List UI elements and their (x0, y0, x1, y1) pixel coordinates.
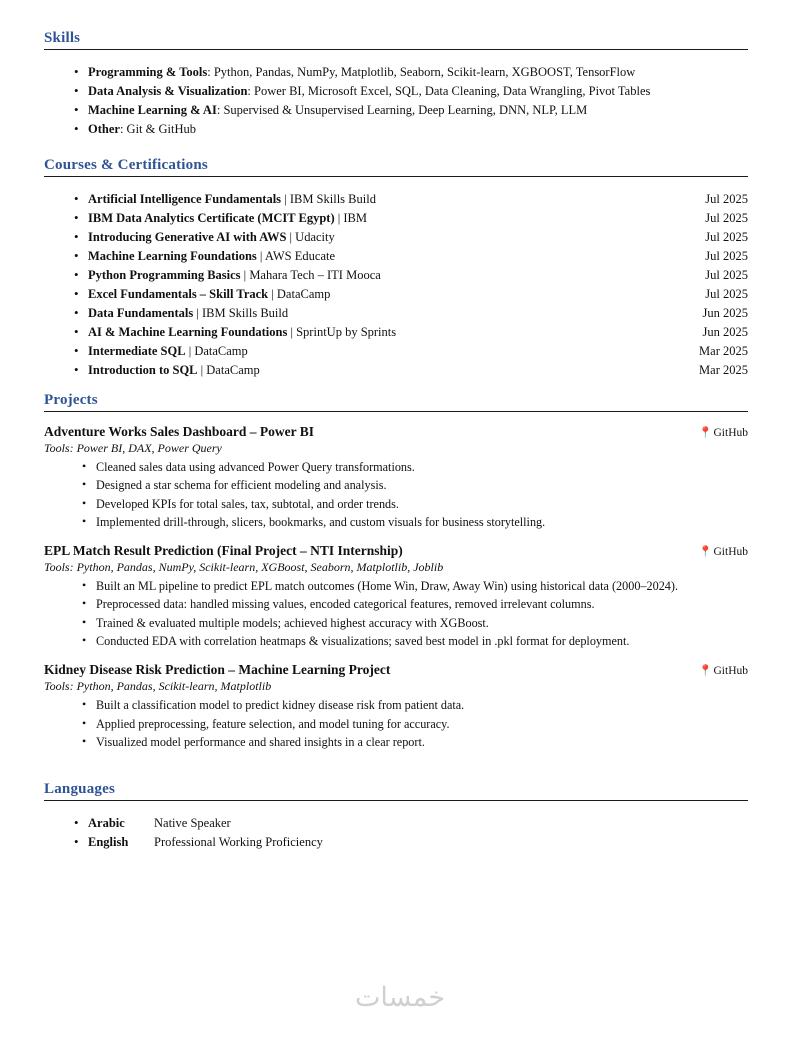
skill-value: Power BI, Microsoft Excel, SQL, Data Cleaning, Data Wrangling, Pivot Tables (254, 84, 651, 98)
list-item: • Trained & evaluated multiple models; achieved highest accuracy with XGBoost. (96, 614, 748, 632)
project-link-label: GitHub (713, 427, 748, 439)
list-item (88, 266, 748, 285)
skill-colon: : (119, 122, 127, 136)
list-item (88, 120, 748, 139)
project-item (44, 424, 748, 531)
list-item (88, 82, 748, 101)
course-separator: | (281, 192, 290, 206)
section-divider (44, 49, 748, 50)
section-title-skills: Skills (44, 30, 81, 46)
list-item (88, 101, 748, 120)
location-pin-icon: 📍 (698, 427, 713, 439)
list-item (88, 63, 748, 82)
list-item (88, 323, 748, 342)
course-issuer: DataCamp (194, 344, 248, 358)
project-tools: Tools: Python, Pandas, NumPy, Scikit-learn, XGBoost, Seaborn, Matplotlib, Joblib (44, 560, 444, 575)
course-name: IBM Data Analytics Certificate (MCIT Egypt) (88, 211, 335, 225)
language-name: • Arabic (88, 816, 125, 831)
course-name: Python Programming Basics (88, 268, 241, 282)
course-issuer: DataCamp (276, 287, 331, 301)
course-issuer: Mahara Tech – ITI Mooca (249, 268, 381, 282)
course-date: Mar 2025 (699, 363, 748, 377)
course-separator: | (256, 249, 265, 263)
list-item: • Visualized model performance and shared insights in a clear report. (96, 733, 748, 751)
list-item: • Developed KPIs for total sales, tax, subtotal, and order trends. (96, 495, 748, 513)
course-date: Jul 2025 (705, 211, 748, 225)
course-issuer: IBM Skills Build (201, 306, 289, 320)
course-issuer: IBM (343, 211, 367, 225)
course-name: Artificial Intelligence Fundamentals (88, 192, 282, 206)
skills-list (44, 63, 748, 139)
section-title-projects: Projects (44, 392, 98, 408)
list-item: • Designed a star schema for efficient modeling and analysis. (96, 476, 748, 494)
skill-label: Other (88, 122, 120, 136)
section-title-courses: Courses & Certifications (44, 157, 208, 173)
course-issuer: Udacity (295, 230, 335, 244)
course-date: Jul 2025 (705, 249, 748, 263)
list-item: • Built a classification model to predict kidney disease risk from patient data. (96, 696, 748, 714)
course-name: Introducing Generative AI with AWS (88, 230, 287, 244)
list-item: • Implemented drill-through, slicers, bookmarks, and custom visuals for business storytelling. (96, 513, 748, 531)
section-title-languages: Languages (44, 781, 115, 798)
course-name: Excel Fundamentals – Skill Track (88, 287, 269, 301)
list-item: • Preprocessed data: handled missing values, encoded categorical features, removed irrelevant columns. (96, 595, 748, 613)
skill-colon: : (207, 65, 214, 79)
location-pin-icon: 📍 (698, 546, 713, 559)
list-item (88, 228, 748, 247)
skill-value: Python, Pandas, NumPy, Matplotlib, Seaborn, Scikit-learn, XGBOOST, TensorFlow (213, 65, 636, 79)
course-separator: | (197, 363, 207, 377)
project-github-link[interactable] (699, 664, 748, 677)
list-item (88, 304, 748, 323)
course-date: Jul 2025 (705, 230, 748, 244)
course-name: Machine Learning Foundations (88, 249, 257, 263)
project-tools: Tools: Power BI, DAX, Power Query (44, 441, 222, 455)
project-github-link[interactable] (699, 426, 748, 439)
skill-colon: : (216, 103, 224, 117)
course-separator: | (193, 306, 202, 320)
languages-section (44, 781, 748, 852)
skill-value: Git & GitHub (126, 122, 196, 136)
list-item (88, 833, 748, 852)
project-link-label: GitHub (713, 546, 748, 559)
language-level: Native Speaker (154, 816, 231, 831)
course-separator: | (286, 230, 296, 244)
skill-value: Supervised & Unsupervised Learning, Deep Learning, DNN, NLP, LLM (223, 103, 588, 117)
skills-section (44, 30, 748, 139)
project-title: Adventure Works Sales Dashboard – Power BI (44, 424, 315, 439)
project-title: Kidney Disease Risk Prediction – Machine Learning Project (44, 662, 391, 678)
list-item: • Built an ML pipeline to predict EPL match outcomes (Home Win, Draw, Away Win) using historical data (2000–2024). (96, 577, 748, 595)
project-title: EPL Match Result Prediction (Final Project – NTI Internship) (44, 543, 403, 559)
course-separator: | (268, 287, 277, 301)
course-date: Mar 2025 (699, 344, 748, 358)
list-item (88, 190, 748, 209)
list-item (88, 342, 748, 361)
course-separator: | (334, 211, 344, 225)
skill-label: Programming & Tools (88, 65, 208, 79)
course-issuer: DataCamp (206, 363, 260, 377)
skill-label: Data Analysis & Visualization (88, 84, 248, 98)
course-name: Introduction to SQL (88, 363, 198, 377)
course-issuer: AWS Educate (264, 249, 336, 263)
course-date: Jun 2025 (702, 306, 748, 320)
project-github-link[interactable] (699, 545, 748, 558)
courses-list (44, 190, 748, 380)
skill-colon: : (247, 84, 255, 98)
list-item: • Conducted EDA with correlation heatmaps & visualizations; saved best model in .pkl format for deployment. (96, 632, 748, 650)
course-date: Jul 2025 (705, 268, 748, 282)
project-item (44, 543, 748, 650)
course-issuer: IBM Skills Build (289, 192, 376, 206)
course-name: AI & Machine Learning Foundations (88, 325, 288, 339)
language-level: Professional Working Proficiency (154, 835, 323, 850)
course-date: Jul 2025 (705, 192, 748, 206)
language-name: • English (88, 835, 129, 850)
location-pin-icon: 📍 (698, 665, 713, 678)
course-separator: | (185, 344, 195, 358)
course-name: Data Fundamentals (88, 306, 194, 320)
project-link-label: GitHub (713, 665, 748, 678)
project-bullets (44, 458, 748, 531)
list-item (88, 209, 748, 228)
list-item (88, 285, 748, 304)
languages-list (44, 814, 748, 852)
course-issuer: SprintUp by Sprints (296, 325, 397, 339)
section-divider (44, 800, 748, 801)
project-bullets (44, 696, 748, 751)
course-separator: | (240, 268, 250, 282)
section-divider (44, 411, 748, 412)
project-tools: Tools: Python, Pandas, Scikit-learn, Matplotlib (44, 679, 272, 694)
project-bullets (44, 577, 748, 650)
list-item (88, 247, 748, 266)
list-item (88, 361, 748, 380)
courses-section (44, 157, 748, 380)
course-date: Jul 2025 (705, 287, 748, 301)
list-item: • Applied preprocessing, feature selection, and model tuning for accuracy. (96, 715, 748, 733)
project-item (44, 662, 748, 751)
projects-section (44, 392, 748, 751)
watermark: خمسات (354, 982, 446, 1013)
course-date: Jun 2025 (702, 325, 748, 339)
list-item (88, 814, 748, 833)
course-name: Intermediate SQL (88, 344, 186, 358)
section-divider (44, 176, 748, 177)
course-separator: | (287, 325, 297, 339)
skill-label: Machine Learning & AI (88, 103, 217, 117)
list-item: • Cleaned sales data using advanced Power Query transformations. (96, 458, 748, 476)
